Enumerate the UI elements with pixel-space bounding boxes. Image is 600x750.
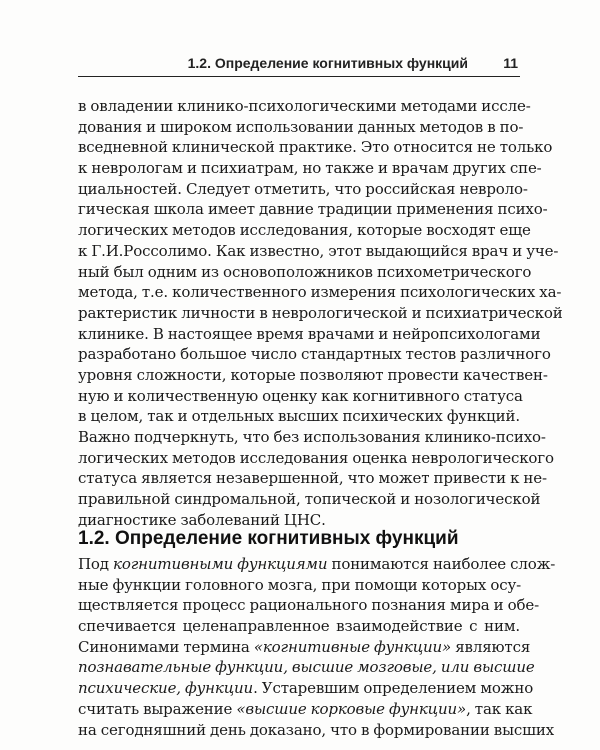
section-paragraph	[78, 554, 556, 740]
emphasis-term: когнитивными функциями	[113, 555, 328, 573]
text-line: ный был одним из основоположников психометрического	[78, 262, 532, 281]
text-line: статуса является незавершенной, что может привести к не-	[78, 469, 547, 488]
text-line: циальностей. Следует отметить, что российская невроло-	[78, 179, 528, 198]
text-fragment: . Устаревшим определением можно	[253, 679, 534, 698]
text-line: в овладении клинико-психологическими методами иссле-	[78, 97, 531, 115]
text-line: логических методов исследования, которые восходят еще	[78, 221, 531, 240]
text-line: ную и количественную оценку как когнитивного статуса	[78, 386, 523, 405]
text-line: дования и широком использовании данных методов в по-	[78, 117, 524, 136]
text-line: ные функции головного мозга, при помощи которых осу-	[78, 575, 522, 594]
text-line: в целом, так и отдельных высших психических функций.	[78, 407, 520, 426]
text-line: ществляется процесс рационального познания мира и обе-	[78, 596, 540, 615]
text-fragment: считать выражение	[78, 699, 237, 718]
text-line: диагностике заболеваний ЦНС.	[78, 510, 326, 529]
text-line: метода, т.е. количественного измерения психологических ха-	[78, 283, 562, 302]
text-line: вседневной клинической практике. Это относится не только	[78, 138, 553, 157]
text-fragment: являются	[451, 637, 531, 656]
text-line	[78, 699, 533, 720]
emphasis-term: «когнитивные функции»	[253, 637, 452, 656]
section-heading: 1.2. Определение когнитивных функций	[78, 528, 459, 549]
text-line: к Г.И.Россолимо. Как известно, этот выдающийся врач и уче-	[78, 241, 559, 260]
text-line: правильной синдромальной, топической и нозологической	[78, 490, 541, 509]
text-line: рактеристик личности в неврологической и психиатрической	[78, 303, 563, 322]
emphasis-term: «высшие корковые функции»	[236, 699, 467, 718]
text-line	[78, 554, 556, 575]
text-fragment: , так как	[466, 699, 533, 718]
text-line: разработано большое число стандартных тестов различного	[78, 345, 551, 364]
text-line: на сегодняшний день доказано, что в формировании высших	[78, 720, 555, 739]
text-fragment: Под	[78, 555, 114, 573]
text-line: к неврологам и психиатрам, но также и врачам других спе-	[78, 159, 542, 178]
emphasis-term: психические, функции	[78, 679, 254, 698]
text-line: гическая школа имеет давние традиции применения психо-	[78, 200, 548, 219]
text-line: уровня сложности, которые позволяют провести качествен-	[78, 365, 548, 384]
text-fragment: Синонимами термина	[78, 637, 254, 656]
text-line: познавательные функции, высшие мозговые, или высшие	[78, 658, 535, 677]
paragraph-continuation	[78, 96, 563, 530]
running-title: 1.2. Определение когнитивных функций	[187, 55, 468, 71]
text-fragment: понимаются наиболее слож-	[327, 555, 556, 573]
running-header	[78, 52, 520, 77]
text-line	[78, 678, 534, 699]
text-line: клинике. В настоящее время врачами и нейропсихологами	[78, 324, 541, 343]
text-line: спечивается целенаправленное взаимодействие с ним.	[78, 617, 520, 636]
text-line	[78, 637, 531, 658]
text-line: Важно подчеркнуть, что без использования клинико-психо-	[78, 428, 546, 446]
text-line: логических методов исследования оценка неврологического	[78, 448, 554, 467]
page-number: 11	[503, 55, 518, 71]
